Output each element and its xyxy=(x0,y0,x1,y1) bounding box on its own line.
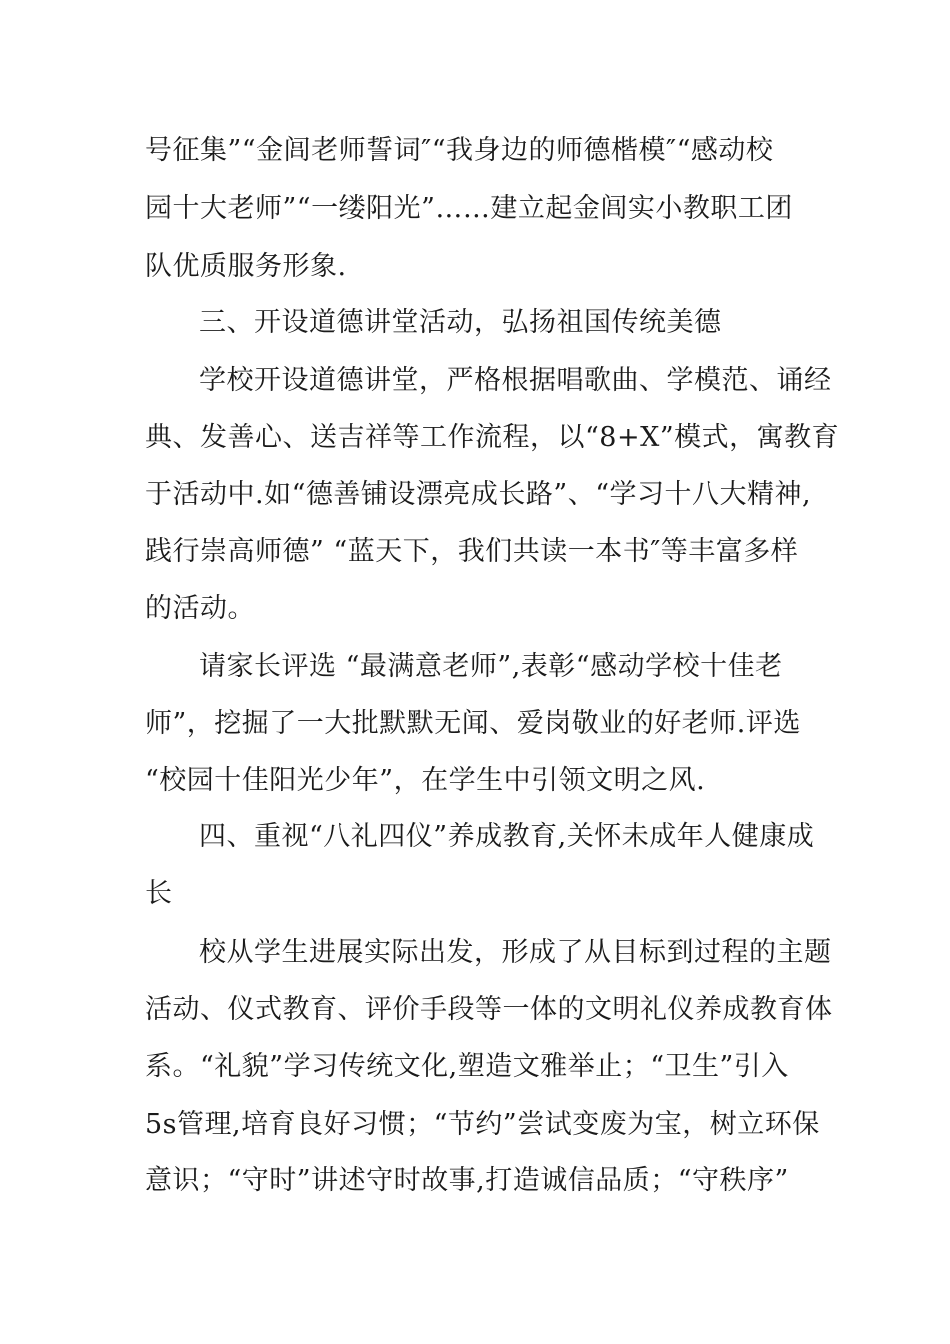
text-line: 校从学生进展实际出发，形成了从目标到过程的主题 xyxy=(199,937,832,968)
text-line: 践行崇高师德” “蓝天下，我们共读一本书″等丰富多样 xyxy=(145,536,799,567)
text-line: 师”，挖掘了一大批默默无闻、爱岗敬业的好老师.评选 xyxy=(145,708,801,739)
text-line: 请家长评选 “最满意老师”,表彰“感动学校十佳老 xyxy=(199,651,783,682)
text-line: 队优质服务形象. xyxy=(145,251,347,282)
text-line: 意识；“守时”讲述守时故事,打造诚信品质；“守秩序” xyxy=(145,1165,789,1196)
section-heading-continuation: 长 xyxy=(145,878,173,909)
text-line: 学校开设道德讲堂，严格根据唱歌曲、学模范、诵经 xyxy=(199,365,832,396)
text-line: “校园十佳阳光少年”，在学生中引领文明之风. xyxy=(145,765,706,796)
text-line: 园十大老师”“一缕阳光”……建立起金闾实小教职工团 xyxy=(145,193,793,224)
text-line: 活动、仪式教育、评价手段等一体的文明礼仪养成教育体 xyxy=(145,994,833,1025)
section-heading: 四、重视“八礼四仪”养成教育,关怀未成年人健康成 xyxy=(199,821,815,852)
section-heading: 三、开设道德讲堂活动，弘扬祖国传统美德 xyxy=(199,307,722,338)
text-line: 号征集”“金闾老师誓词″“我身边的师德楷模″“感动校 xyxy=(145,135,774,166)
text-line: 典、发善心、送吉祥等工作流程，以“8+X”模式，寓教育 xyxy=(145,422,840,453)
text-line: 5s管理,培育良好习惯；“节约”尝试变废为宝，树立环保 xyxy=(145,1109,820,1140)
text-line: 于活动中.如“德善铺设漂亮成长路”、“学习十八大精神, xyxy=(145,479,812,510)
text-line: 系。“礼貌”学习传统文化,塑造文雅举止；“卫生”引入 xyxy=(145,1051,789,1082)
text-line: 的活动。 xyxy=(145,593,255,624)
